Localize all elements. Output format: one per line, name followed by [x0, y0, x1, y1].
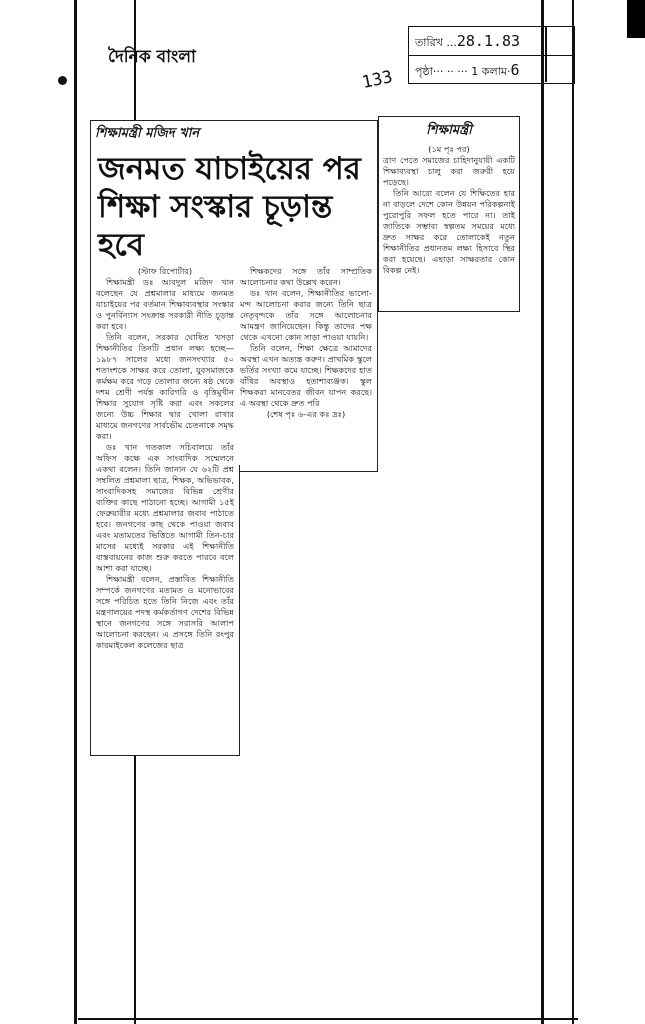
scan-dark-corner	[627, 0, 645, 38]
punch-hole-mark	[58, 76, 67, 85]
paragraph: তিনি আরো বলেন যে শিক্ষিতের হার না বাড়লে দেশে কোন উন্নয়ন পরিকল্পনাই পুরোপুরি সফল হতে পারে না। তাই জাতিকে সম্ভাব্য স্বল্পতম সময়ের মধ্যে দ্রুত সাক্ষর করে তোলাকেই নতুন শিক্ষানীতির প্রধানতম লক্ষ্য হিসাবে স্থির করা হয়েছে। এছাড়া সাক্ষরতার কোন বিকল্প নেই।	[383, 188, 515, 275]
article-column-2	[240, 266, 372, 420]
stamp-page-value: 1	[471, 65, 479, 78]
archive-number: 133	[360, 67, 395, 93]
paragraph: তিনি বলেন, সরকার ঘোষিত খসড়া শিক্ষানীতির তিনটি প্রধান লক্ষ্য হচ্ছে—১৯৮৭ সালের মধ্যে জনসংখ্যার ৫০ শতাংশকে সাক্ষর করে তোলা, যুবসমাজকে কর্মক্ষম করে গড়ে তোলার জন্যে ষষ্ঠ থেকে দশম শ্রেণী পর্যন্ত কারিগরি ও বৃত্তিমুখীন শিক্ষার সুযোগ সৃষ্টি করা এবং সকলের জন্যে উচ্চ শিক্ষার দ্বার খোলা রাখার মাধ্যমে জনগণের সার্বভৌম চেতনাকে সমৃদ্ধ করা।	[96, 332, 234, 441]
paragraph: তিনি বলেন, শিক্ষা ক্ষেত্রে আমাদের অবস্থা এখন অত্যন্ত করুণ। প্রাথমিক স্কুলে ভর্তির সংখ্যা কমে যাচ্ছে। শিক্ষকদের হাত বাঁধির অবস্থাও হতাশাব্যঞ্জক। স্কুল শিক্ষকরা মানবেতর জীবন যাপন করছে। এ অবস্থা থেকে দ্রুত পরি	[240, 343, 372, 408]
continued-note: (শেষ পৃঃ ৬-এর কঃ দ্রঃ)	[266, 409, 346, 419]
stamp-date-label: তারিখ	[415, 36, 443, 49]
scan-border-line	[74, 0, 77, 1024]
paragraph: ডঃ খান গতকাল সচিবালয়ে তাঁর অফিস কক্ষে এক সাংবাদিক সম্মেলনে একথা বলেন। তিনি জানান যে ৬২টি প্রশ্ন সম্বলিত প্রশ্নমালা ছাত্র, শিক্ষক, অভিভাবক, সাংবাদিকসহ সমাজের বিভিন্ন শ্রেণীর ব্যক্তির কাছে পাঠানো হচ্ছে। আগামী ১৫ই ফেব্রুয়ারীর মধ্যে প্রশ্নমালার জবাব পাঠাতে হবে। জনগণের কাছ থেকে পাওয়া জবাব এবং মতামতের ভিত্তিতে আগামী তিন-চার মাসের মধ্যেই সরকার এই শিক্ষানীতি বাস্তবায়নের কাজ শুরু করতে পারবে বলে আশা করা যাচ্ছে।	[96, 442, 234, 573]
stamp-column-label: কলাম	[481, 65, 507, 78]
continuation-from: (১ম পৃঃ পর)	[428, 144, 470, 154]
article-headline: জনমত যাচাইয়ের পর শিক্ষা সংস্কার চূড়ান্ত হবে	[98, 151, 361, 263]
paragraph: ডঃ খান বলেন, শিক্ষানীতির ভালো-মন্দ আলোচনা করার জন্যে তিনি ছাত্র নেতৃবৃন্দকে তাঁর সঙ্গে আলোচনার আমন্ত্রণ জানিয়েছেন। কিন্তু তাদের পক্ষ থেকে এখনো কোন সাড়া পাওয়া যায়নি।	[240, 288, 372, 342]
continuation-title: শিক্ষামন্ত্রী	[426, 123, 472, 138]
stamp-date-row: তারিখ ...28.1.83	[409, 27, 574, 56]
paragraph: শিক্ষকদের সঙ্গে তাঁর সাম্প্রতিক আলোচনার কথা উল্লেখ করেন।	[240, 266, 372, 287]
stamp-page-label: পৃষ্ঠা	[415, 65, 433, 78]
continuation-clipping	[378, 116, 520, 312]
stamp-column-value: 6	[510, 61, 520, 79]
date-stamp	[408, 26, 575, 84]
paragraph: শিক্ষামন্ত্রী ডঃ আবদুল মজিদ খান বলেছেন যে প্রশ্নমালার মাধ্যমে জনমত যাচাইয়ের পর বর্তমান শিক্ষাব্যবস্থার সংস্কার ও পুনর্বিন্যাস সংক্রান্ত সরকারী নীতি চূড়ান্ত করা হবে।	[96, 277, 234, 331]
stamp-date-value: 28.1.83	[456, 32, 521, 50]
article-column-1	[96, 266, 234, 651]
stamp-page-row: পৃষ্ঠা··· ·· ··· 1 কলাম·6	[415, 61, 520, 79]
article-byline: (স্টাফ রিপোর্টার)	[137, 266, 193, 276]
paragraph: শিক্ষামন্ত্রী বলেন, প্রস্তাবিত শিক্ষানীতি সম্পর্কে জনগণের মতামত ও মনোভাবের সঙ্গে পরিচিত হতে তিনি নিজে এবং তাঁর মন্ত্রণালয়ের পদস্থ কর্মকর্তাগণ দেশের বিভিন্ন স্থানে জনগণের সঙ্গে সরাসরি আলাপ আলোচনা করছেন। এ প্রসঙ্গে তিনি রংপুর কারমাইকেল কলেজের ছাত্র	[96, 574, 234, 650]
stamp-divider	[545, 26, 547, 82]
scan-border-line	[541, 0, 544, 1024]
paragraph: ত্রাণ পেতে সমাজের চাহিদানুযায়ী একটি শিক্ষাব্যবস্থা চালু করা জরুরী হয়ে পড়েছে।	[383, 155, 515, 187]
newspaper-name: দৈনিক বাংলা	[108, 47, 196, 67]
scan-border-line	[78, 1018, 578, 1020]
article-kicker: শিক্ষামন্ত্রী মজিদ খান	[95, 126, 200, 141]
continuation-text	[379, 142, 519, 278]
scan-border-line	[572, 0, 574, 1024]
